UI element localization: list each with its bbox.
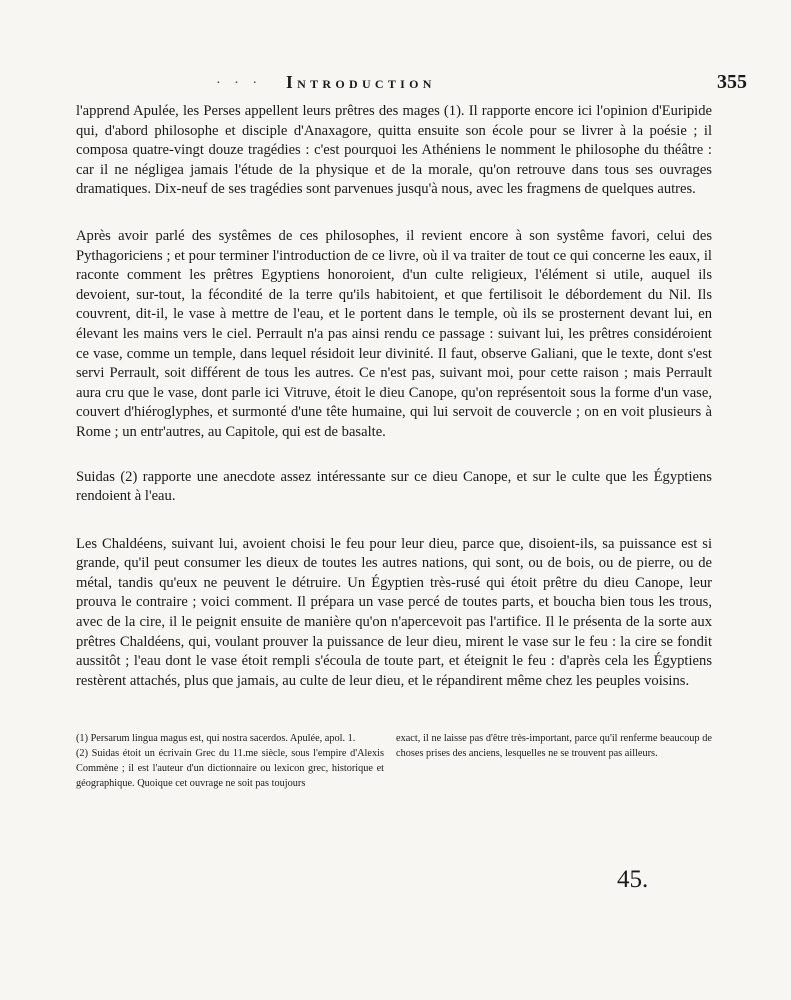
footnote-1: (1) Persarum lingua magus est, qui nostra sacerdos. Apulée, apol. 1. [76, 733, 356, 744]
paragraph-4: Les Chaldéens, suivant lui, avoient choisi le feu pour leur dieu, parce que, disoient-ils, sa puissance est si grande, qu'il peut consumer les dieux de toutes les autres nations, qui sont, ou de bois, ou de pierre, ou de métal, tandis qu'eux ne peuvent le détruire. Un Égyptien très-rusé qui étoit prêtre du dieu Canope, leur prouva le contraire ; voici comment. Il prépara un vase percé de toutes parts, et boucha bien tous les trous, avec de la cire, il le peignit ensuite de manière qu'on n'apercevoit pas l'artifice. Il le présenta de la sorte aux prêtres Chaldéens, qui, voulant prouver la puissance de leur dieu, mirent le vase sur le feu : la cire se fondit aussitôt ; l'eau dont le vase étoit rempli s'écoula de toute part, et éteignit le feu : d'après cela les Égyptiens restèrent attachés, plus que jamais, au culte de leur dieu, et le répandirent même chez les peuples voisins. [76, 535, 712, 689]
footnote-2: (2) Suidas étoit un écrivain Grec du 11.me siècle, sous l'empire d'Alexis Commène ; il est l'auteur d'un dictionnaire ou lexicon grec, historique et géographique. Quoique cet ouvrage ne soit pas toujours [76, 748, 384, 789]
signature-mark: 45. [617, 866, 649, 893]
paragraph-3: Suidas (2) rapporte une anecdote assez intéressante sur ce dieu Canope, et sur le culte que les Égyptiens rendoient à l'eau. [76, 468, 712, 505]
footnotes-left-column [76, 731, 384, 791]
footnote-2-continued: exact, il ne laisse pas d'être très-important, parce qu'il renferme beaucoup de choses prises des anciens, lesquelles ne se trouvent pas ailleurs. [396, 733, 712, 759]
page-number: 355 [717, 71, 747, 93]
paragraph-1: l'apprend Apulée, les Perses appellent leurs prêtres des mages (1). Il rapporte encore ici l'opinion d'Euripide qui, d'abord philosophe et disciple d'Anaxagore, quitta ensuite son école pour se livrer à la poésie ; il composa quatre-vingt douze tragédies : c'est pourquoi les Athéniens le nomment le philosophe du théâtre : car il ne négligea jamais l'étude de la physique et de la morale, qu'on retrouve dans tous ses ouvrages dramatiques. Dix-neuf de ses tragédies sont parvenues jusqu'à nous, avec les fragmens de quelques autres. [76, 103, 712, 198]
header-dots: · · · [216, 76, 262, 91]
footnotes-right-column [396, 731, 712, 791]
paragraph-2: Après avoir parlé des systêmes de ces philosophes, il revient encore à son systême favori, celui des Pythagoriciens ; et pour terminer l'introduction de ce livre, où il va traiter de tout ce qui concerne les eaux, il raconte comment les prêtres Egyptiens honoroient, d'un culte religieux, l'élément si utile, auquel ils devoient, sur-tout, la fécondité de la terre qu'ils habitoient, et que fertilisoit le débordement du Nil. Ils couvrent, dit-il, le vase à mettre de l'eau, et le portent dans le temple, où ils se prosternent devant lui, en élevant les mains vers le ciel. Perrault n'a pas ainsi rendu ce passage : suivant lui, les prêtres considéroient ce vase, comme un temple, dans lequel résidoit leur divinité. Il faut, observe Galiani, que le texte, dont s'est servi Perrault, soit différent de tous les autres. Ce n'est pas, suivant moi, pour cette raison ; mais Perrault aura cru que le vase, dont parle ici Vitruve, étoit le dieu Canope, qu'on représentoit sous la forme d'un vase, couvert d'hiéroglyphes, et surmonté d'une tête humaine, qui lui servoit de couvercle ; on en voit plusieurs à Rome ; un entr'autres, au Capitole, qui est de basalte. [76, 227, 712, 440]
main-text [76, 102, 712, 691]
footnotes [76, 731, 712, 791]
running-title: Introduction [286, 72, 436, 92]
running-header [0, 72, 791, 96]
